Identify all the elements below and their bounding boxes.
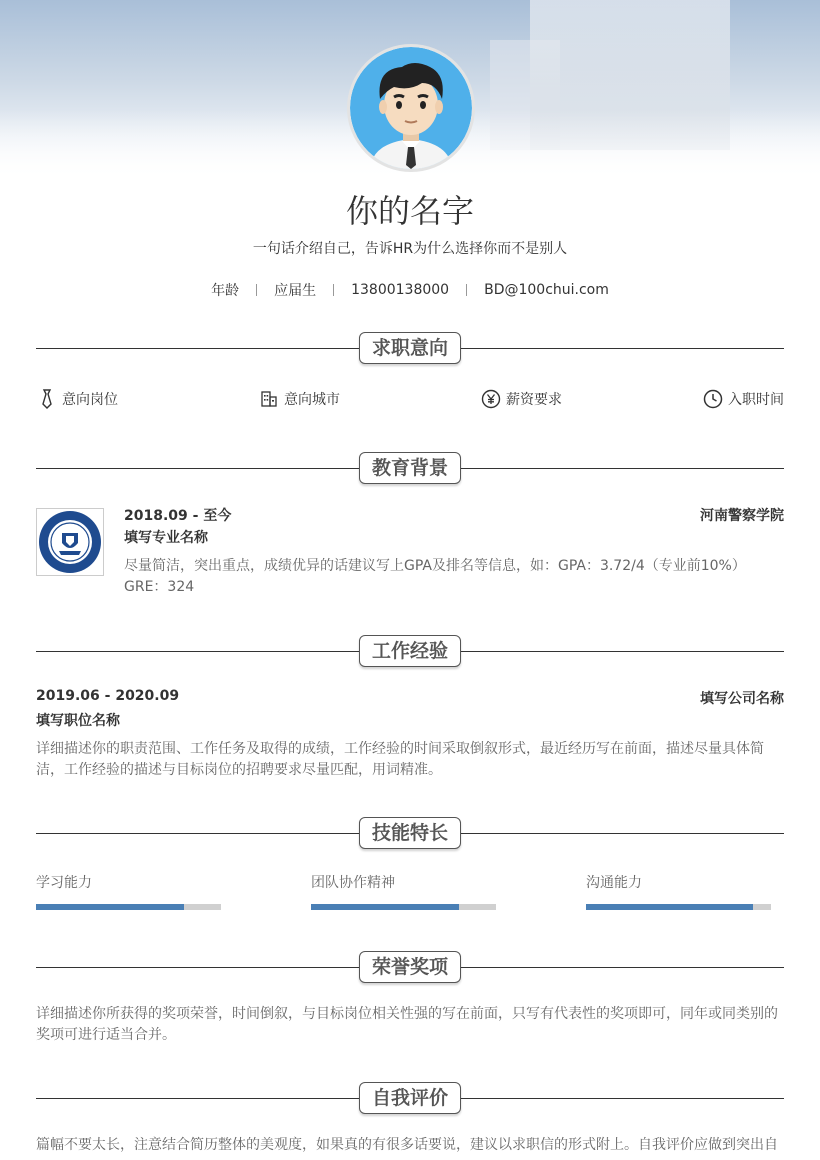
candidate-name: 你的名字: [345, 192, 474, 230]
education-date: 2018.09 - 至今: [124, 508, 232, 524]
self-evaluation-description: 篇幅不要太长，注意结合简历整体的美观度，如果真的有很多话要说，建议以求职信的形式附上。自我评价应做到突出自: [36, 1137, 778, 1153]
building-icon: [258, 388, 280, 410]
skill-label: 团队协作精神: [311, 875, 395, 891]
section-title-honors: 荣誉奖项: [36, 951, 784, 985]
work-date: 2019.06 - 2020.09: [36, 688, 180, 704]
yen-icon: [480, 388, 502, 410]
school-logo: [36, 508, 104, 576]
intent-position: 意向岗位: [36, 388, 118, 410]
skill-bar-fill: [311, 904, 459, 910]
education-school: 河南警察学院: [700, 508, 784, 524]
section-title-skills: 技能特长: [36, 817, 784, 851]
skill-item: [311, 872, 496, 910]
job-intent: [36, 388, 784, 410]
education-description: 尽量简洁，突出重点，成绩优异的话建议写上GPA及排名等信息，如：GPA：3.72/4（专业前10%） GRE：324: [124, 558, 746, 595]
contact-info: [0, 280, 820, 300]
education-major: 填写专业名称: [124, 530, 208, 546]
honors-description: 详细描述你所获得的奖项荣誉，时间倒叙，与目标岗位相关性强的写在前面，只写有代表性的奖项即可，同年或同类别的奖项可进行适当合并。: [36, 1006, 778, 1043]
contact-email[interactable]: BD@100chui.com: [484, 282, 609, 298]
section-title-intent: 求职意向: [36, 332, 784, 366]
divider: [333, 284, 334, 296]
section-title-work: 工作经验: [36, 635, 784, 669]
skill-bar: [36, 904, 221, 910]
tagline: 一句话介绍自己，告诉HR为什么选择你而不是别人: [252, 241, 568, 257]
skill-item: [586, 872, 771, 910]
skill-bar: [311, 904, 496, 910]
work-company: 填写公司名称: [700, 691, 784, 707]
skill-bar: [586, 904, 771, 910]
contact-phone: 13800138000: [351, 282, 450, 298]
intent-city: 意向城市: [258, 388, 340, 410]
work-description: 详细描述你的职责范围、工作任务及取得的成绩，工作经验的时间采取倒叙形式，最近经历写在前面，描述尽量具体简洁，工作经验的描述与目标岗位的招聘要求尽量匹配，用词精准。: [36, 741, 764, 778]
intent-salary: 薪资要求: [480, 388, 562, 410]
work-position: 填写职位名称: [36, 713, 120, 729]
contact-age: 年龄: [211, 283, 240, 299]
contact-status: 应届生: [274, 283, 317, 299]
skill-label: 沟通能力: [586, 875, 642, 891]
skill-label: 学习能力: [36, 875, 92, 891]
divider: [466, 284, 467, 296]
avatar: [347, 44, 475, 172]
intent-start-date: 入职时间: [702, 388, 784, 410]
skill-item: [36, 872, 221, 910]
clock-icon: [702, 388, 724, 410]
divider: [256, 284, 257, 296]
skill-bar-fill: [36, 904, 184, 910]
tie-icon: [36, 388, 58, 410]
skill-bar-fill: [586, 904, 753, 910]
section-title-self-evaluation: 自我评价: [36, 1082, 784, 1116]
section-title-education: 教育背景: [36, 452, 784, 486]
